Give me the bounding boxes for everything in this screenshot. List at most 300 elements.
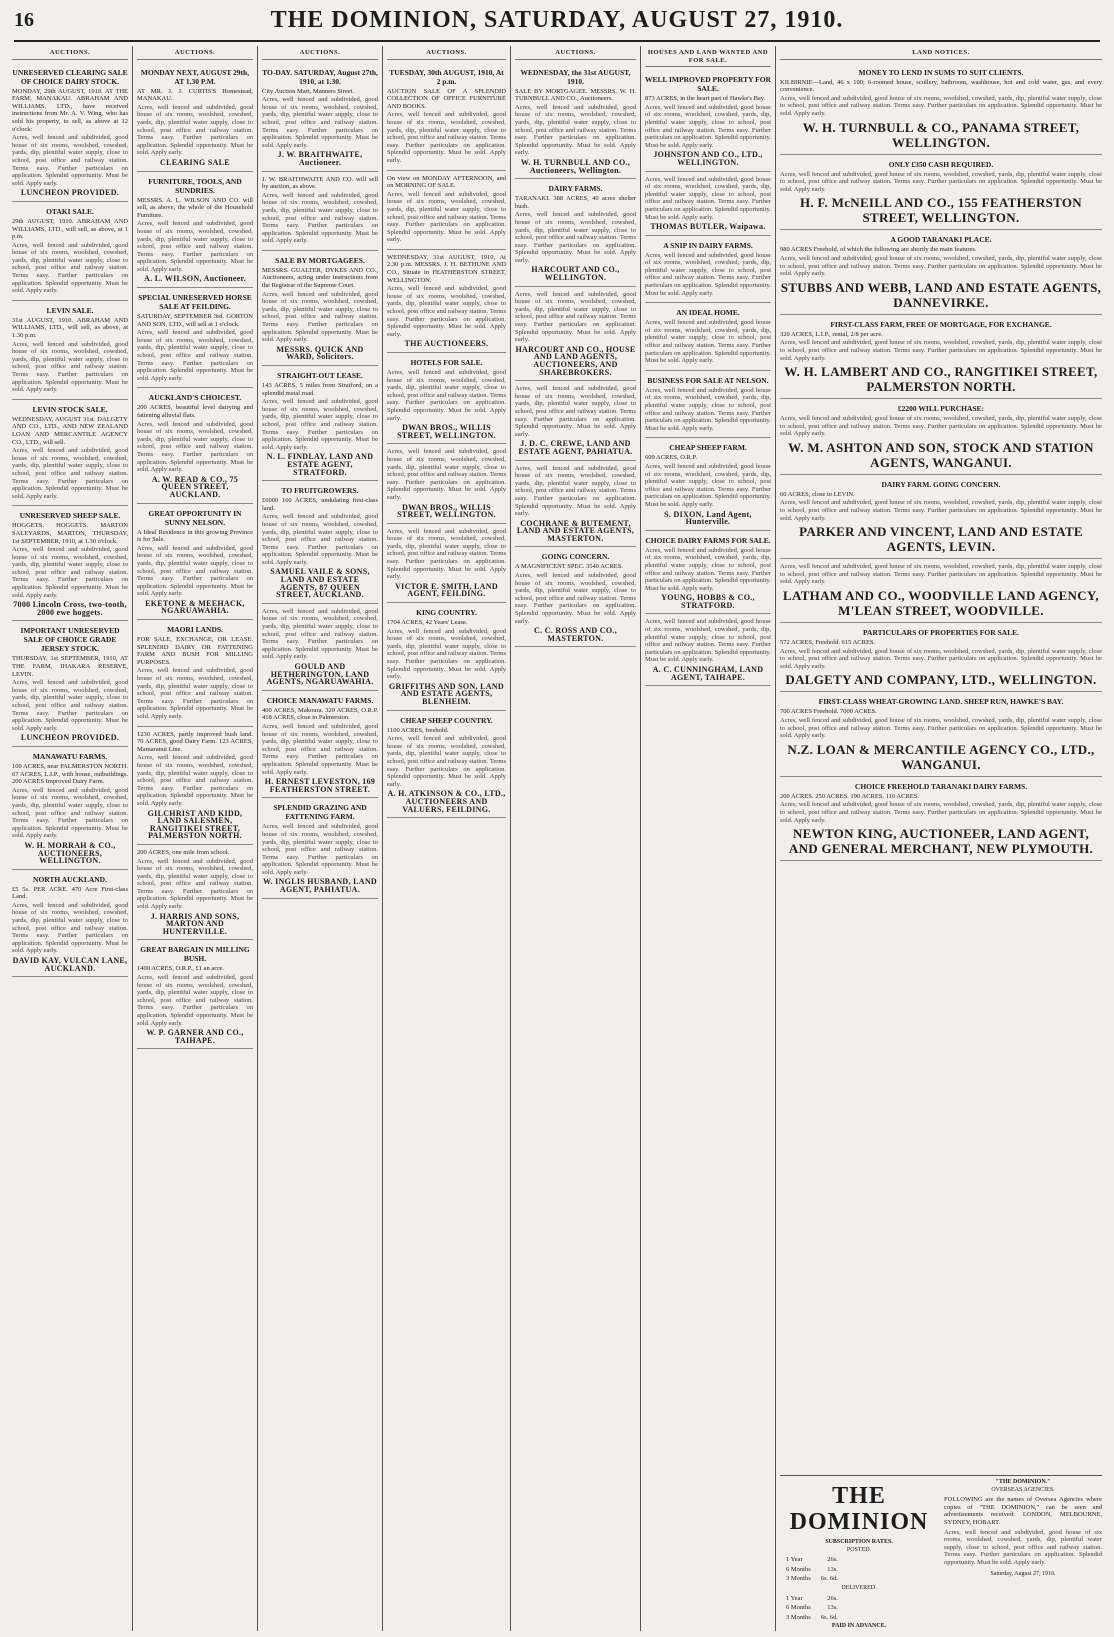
ad-title: DAIRY FARMS. bbox=[548, 184, 603, 194]
ad-body: 200 ACRES, one mile from school. bbox=[137, 848, 230, 856]
ad-body: J. W. BRAITHWAITE AND CO. will sell by auction, as above. bbox=[262, 175, 378, 191]
ad-body: 60 ACRES, close to LEVIN. bbox=[780, 490, 855, 498]
column-heading: AUCTIONS. bbox=[137, 46, 253, 60]
ad-signature: STUBBS AND WEBB, LAND AND ESTATE AGENTS, DANNEVIRKE. bbox=[780, 279, 1102, 310]
advertisement bbox=[645, 438, 771, 530]
ad-body: 1230 ACRES, partly improved bush land. 70 ACRES, good Dairy Farm. 123 ACRES, Mamaranui Line. bbox=[137, 730, 253, 753]
column-content bbox=[137, 46, 253, 1049]
advertisement bbox=[12, 506, 128, 621]
ad-title: DAIRY FARM. GOING CONCERN. bbox=[881, 479, 1001, 489]
rate-row bbox=[782, 1575, 842, 1583]
column-7 bbox=[776, 46, 1106, 1631]
ad-fine-print: Acres, well fenced and subdivided, good house of six rooms, woolshed, cowshed, yards, dip, plentiful water supply, close to school, post office and railway station. Terms easy. Further particulars on application. Splendid opportunity. Must be sold. Apply early. bbox=[645, 386, 771, 432]
rate-price: 13s. bbox=[827, 1604, 838, 1612]
advertisement bbox=[137, 940, 253, 1049]
ad-signature: NEWTON KING, AUCTIONEER, LAND AGENT, AND GENERAL MERCHANT, NEW PLYMOUTH. bbox=[788, 826, 1094, 857]
column-heading: AUCTIONS. bbox=[515, 46, 636, 60]
ad-fine-print: Acres, well fenced and subdivided, good house of six rooms, woolshed, cowshed, yards, dip, plentiful water supply, close to school, post office and railway station. Terms easy. Further particulars on application. Splendid opportunity. Must be sold. Apply early. bbox=[387, 735, 506, 788]
ad-fine-print: Acres, well fenced and subdivided, good house of six rooms, woolshed, cowshed, yards, dip, plentiful water supply, close to school, post office and railway station. Terms easy. Further particulars on application. Splendid opportunity. Must be sold. Apply early. bbox=[387, 527, 506, 581]
ad-body: £6000 160 ACRES, undulating first-class land. bbox=[262, 497, 378, 512]
ad-fine-print: Acres, well fenced and subdivided, good house of six rooms, woolshed, cowshed, yards, dip, plentiful water supply, close to school, post office and railway station. Terms easy. Further particulars on application. Splendid opportunity. Must be sold. Apply early. bbox=[645, 462, 771, 508]
ad-body: 572 ACRES, Freehold. 615 ACRES. bbox=[780, 639, 876, 647]
ad-title: AUCKLAND'S CHOICEST. bbox=[148, 393, 242, 403]
column-6 bbox=[641, 46, 776, 1631]
advertisement bbox=[387, 524, 506, 603]
rate-period: 3 Months bbox=[786, 1575, 811, 1583]
ad-signature: GILCHRIST AND KIDD, LAND SALESMEN, RANGITIKEI STREET, PALMERSTON NORTH. bbox=[147, 808, 243, 841]
rate-row bbox=[782, 1556, 842, 1564]
column-heading: AUCTIONS. bbox=[262, 46, 378, 60]
advertisement bbox=[137, 620, 253, 727]
advertisement bbox=[137, 172, 253, 289]
ad-signature: A. W. READ & CO., 75 QUEEN STREET, AUCKLAND. bbox=[151, 474, 239, 499]
ad-body: FOR SALE, EXCHANGE, OR LEASE. SPLENDID DAIRY OR FATTENING FARM AND BUSH FOR MILLING PURPOSES. bbox=[137, 636, 253, 666]
advertisement bbox=[780, 399, 1102, 475]
ad-fine-print: Acres, well fenced and subdivided, good house of six rooms, woolshed, cowshed, yards, dip, plentiful water supply, close to school, post office and railway station. Terms easy. Further particulars on application. Splendid opportunity. Must be sold. Apply early. bbox=[780, 499, 1102, 522]
ad-signature: GOULD AND HETHERINGTON, LAND AGENTS, NGARUAWAHIA. bbox=[266, 662, 374, 687]
ad-signature: GRIFFITHS AND SON, LAND AND ESTATE AGENTS, BLENHEIM. bbox=[389, 681, 504, 706]
ad-signature: H. ERNEST LEVESTON, 169 FEATHERSTON STREET. bbox=[264, 777, 376, 794]
ad-body: WEDNESDAY, 31st AUGUST, 1910, At 2.30 p.m. MESSRS. J. H. BETHUNE AND CO., Situate in FEATHERSTON STREET, WELLINGTON. bbox=[387, 253, 506, 284]
rate-row bbox=[782, 1595, 842, 1603]
ad-fine-print: Acres, well fenced and subdivided, good house of six rooms, woolshed, cowshed, yards, dip, plentiful water supply, close to school, post office and railway station. Terms easy. Further particulars on application. Splendid opportunity. Must be sold. Apply early. bbox=[515, 385, 636, 438]
advertisement bbox=[780, 475, 1102, 559]
ad-title: GOING CONCERN. bbox=[541, 552, 610, 562]
advertisement bbox=[645, 371, 771, 439]
rate-price: 26s. bbox=[827, 1556, 838, 1564]
ad-signature: W. H. TURNBULL & CO., PANAMA STREET, WELLINGTON. bbox=[802, 119, 1080, 150]
column-heading: AUCTIONS. bbox=[387, 46, 506, 60]
ad-title: NORTH AUCKLAND. bbox=[33, 874, 107, 884]
advertisement bbox=[387, 63, 506, 171]
paid-in-advance: PAID IN ADVANCE. bbox=[831, 1623, 887, 1630]
ad-body: 31st AUGUST, 1910. ABRAHAM AND WILLIAMS, LTD., will sell, as above, at 1.30 p.m. bbox=[12, 316, 128, 340]
advertisement bbox=[780, 315, 1102, 399]
advertisement bbox=[12, 301, 128, 400]
ad-body: 873 ACRES, in the heart part of Hawke's Bay. bbox=[645, 95, 766, 103]
ad-signature: C. C. ROSS AND CO., MASTERTON. bbox=[533, 626, 618, 643]
advertisement bbox=[137, 504, 253, 621]
ad-body: 100 ACRES, near PALMERSTON NORTH. 67 ACRES, L.I.P., with house, outbuildings. 200 ACRES Improved Dairy Farm. bbox=[12, 762, 128, 786]
ad-signature: J. D. C. CREWE, LAND AND ESTATE AGENT, PAHIATUA. bbox=[518, 439, 633, 456]
ad-fine-print: Acres, well fenced and subdivided, good house of six rooms, woolshed, cowshed, yards, dip, plentiful water supply, close to school, post office and railway station. Terms easy. Further particulars on application. Splendid opportunity. Must be sold. Apply early. bbox=[387, 111, 506, 164]
advertisement bbox=[515, 63, 636, 180]
column-4 bbox=[383, 46, 511, 1631]
ad-fine-print: Acres, well fenced and subdivided, good house of six rooms, woolshed, cowshed, yards, dip, plentiful water supply, close to school, post office and railway station. Terms easy. Further particulars on application. Splendid opportunity. Must be sold. Apply early. bbox=[137, 667, 253, 720]
ad-fine-print: Acres, well fenced and subdivided, good house of six rooms, woolshed, cowshed, yards, dip, plentiful water supply, close to school, post office and railway station. Terms easy. Further particulars on application. Splendid opportunity. Must be sold. Apply early. bbox=[137, 103, 253, 157]
ad-fine-print: Acres, well fenced and subdivided, good house of six rooms, woolshed, cowshed, yards, dip, plentiful water supply, close to school, post office and railway station. Terms easy. Further particulars on application. Splendid opportunity. Must be sold. Apply early. bbox=[12, 340, 128, 394]
ad-body: MONDAY, 29th AUGUST, 1910. AT THE FARM, MANAKAU. ABRAHAM AND WILLIAMS, LTD., have received instructions from Mr. A. V. Wing, who has sold his property, to sell, as above at 12 o'clock: bbox=[12, 87, 128, 133]
ad-title: STRAIGHT-OUT LEASE. bbox=[277, 371, 363, 380]
advertisement bbox=[515, 381, 636, 460]
column-1 bbox=[8, 46, 133, 1631]
advertisement bbox=[780, 692, 1102, 776]
ad-signature: THE AUCTIONEERS. bbox=[404, 339, 489, 349]
rate-price: 26s. bbox=[827, 1594, 838, 1602]
ad-fine-print: Acres, well fenced and subdivided, good house of six rooms, woolshed, cowshed, yards, dip, plentiful water supply, close to school, post office and railway station. Terms easy. Further particulars on application. Splendid opportunity. Must be sold. Apply early. bbox=[12, 134, 128, 187]
ad-signature: LUNCHEON PROVIDED. bbox=[20, 733, 120, 743]
ad-fine-print: Acres, well fenced and subdivided, good house of six rooms, woolshed, cowshed, yards, dip, plentiful water supply, close to school, post office and railway station. Terms easy. Further particulars on application. Splendid opportunity. Must be sold. Apply early. bbox=[262, 398, 378, 451]
column-heading: LAND NOTICES. bbox=[780, 46, 1102, 60]
ad-title: SPLENDID GRAZING AND FATTENING FARM. bbox=[273, 803, 367, 822]
ad-fine-print: Acres, well fenced and subdivided, good house of six rooms, woolshed, cowshed, yards, dip, plentiful water supply, close to school, post office and railway station. Terms easy. Further particulars on application. Splendid opportunity. Must be sold. Apply early. bbox=[12, 447, 128, 500]
ad-body: £5 5s. PER ACRE. 470 Acre First-class Land. bbox=[12, 885, 128, 901]
advertisement bbox=[387, 250, 506, 353]
ad-signature: N.Z. LOAN & MERCANTILE AGENCY CO., LTD., WANGANUI. bbox=[787, 741, 1095, 772]
ad-fine-print: Acres, well fenced and subdivided, good house of six rooms, woolshed, cowshed, yards, dip, plentiful water supply, close to school, post office and railway station. Terms easy. Further particulars on application. Splendid opportunity. Must be sold. Apply early. bbox=[515, 572, 636, 625]
advertisement bbox=[780, 155, 1102, 231]
ad-body: A Ideal Residence in this growing Province is for Sale. bbox=[137, 528, 253, 544]
ad-body: On view on MONDAY AFTERNOON, and on MORNING OF SALE. bbox=[387, 174, 506, 190]
advertisement bbox=[645, 70, 771, 171]
ad-fine-print: Acres, well fenced and subdivided, good house of six rooms, woolshed, cowshed, yards, dip, plentiful water supply, close to school, post office and railway station. Terms easy. Further particulars on application. Splendid opportunity. Must be sold. Apply early. bbox=[137, 329, 253, 382]
ad-fine-print: Acres, well fenced and subdivided, good house of six rooms, woolshed, cowshed, yards, dip, plentiful water supply, close to school, post office and railway station. Terms easy. Further particulars on application. Splendid opportunity. Must be sold. Apply early. bbox=[645, 175, 771, 221]
advertisement bbox=[780, 559, 1102, 623]
ad-signature: 7000 Lincoln Cross, two-tooth, 2000 ewe hoggets. bbox=[13, 600, 127, 617]
advertisement bbox=[137, 388, 253, 503]
advertisement bbox=[515, 287, 636, 382]
ad-signature: W. H. TURNBULL AND CO., Auctioneers, Wellington. bbox=[520, 157, 631, 175]
ad-title: LEVIN STOCK SALE. bbox=[32, 404, 108, 414]
ad-title: TO-DAY. SATURDAY, August 27th, 1910, at 1.30. bbox=[262, 67, 378, 86]
ad-signature: A. H. ATKINSON & CO., LTD., AUCTIONEERS AND VALUERS, FEILDING. bbox=[387, 789, 506, 814]
rate-period: 6 Months bbox=[786, 1604, 811, 1612]
ad-fine-print: Acres, well fenced and subdivided, good house of six rooms, woolshed, cowshed, yards, dip, plentiful water supply, close to school, post office and railway station. Terms easy. Further particulars on application. Splendid opportunity. Must be sold. Apply early. bbox=[387, 448, 506, 501]
column-content bbox=[645, 46, 771, 686]
ad-body: 29th AUGUST, 1910. ABRAHAM AND WILLIAMS, LTD., will sell, as above, at 1 p.m. bbox=[12, 217, 128, 241]
ad-signature: W. INGLIS HUSBAND, LAND AGENT, PAHIATUA. bbox=[263, 877, 377, 895]
ad-fine-print: Acres, well fenced and subdivided, good house of six rooms, woolshed, cowshed, yards, dip, plentiful water supply, close to school, post office and railway station. Terms easy. Further particulars on application. Splendid opportunity. Must be sold. Apply early. bbox=[137, 754, 253, 807]
advertisement bbox=[262, 366, 378, 481]
overseas-agencies bbox=[944, 1479, 1102, 1631]
advertisement bbox=[262, 798, 378, 898]
advertisement bbox=[780, 63, 1102, 155]
advertisement bbox=[12, 870, 128, 978]
column-2 bbox=[133, 46, 258, 1631]
advertisement bbox=[387, 603, 506, 711]
column-3 bbox=[258, 46, 383, 1631]
advertisement bbox=[262, 691, 378, 799]
ad-title: SALE BY MORTGAGEES. bbox=[275, 255, 365, 265]
ad-title: UNRESERVED SHEEP SALE. bbox=[19, 511, 121, 521]
advertisement bbox=[645, 531, 771, 615]
ad-fine-print: Acres, well fenced and subdivided, good house of six rooms, woolshed, cowshed, yards, dip, plentiful water supply, close to school, post office and railway station. Terms easy. Further particulars on application. Splendid opportunity. Must be sold. Apply early. bbox=[780, 563, 1102, 586]
ad-title: KING COUNTRY. bbox=[416, 608, 477, 618]
ad-signature: W. P. GARNER AND CO., TAIHAPE. bbox=[146, 1028, 244, 1045]
ad-body: THURSDAY, 1st SEPTEMBER, 1910, AT THE FARM, IHAKARA RESERVE, LEVIN. bbox=[12, 655, 128, 678]
advertisement bbox=[780, 623, 1102, 692]
ad-fine-print: Acres, well fenced and subdivided, good house of six rooms, woolshed, cowshed, yards, dip, plentiful water supply, close to school, post office and railway station. Terms easy. Further particulars on application. Splendid opportunity. Must be sold. Apply early. bbox=[262, 191, 378, 245]
ad-title: CHEAP SHEEP FARM. bbox=[669, 443, 747, 453]
rate-row bbox=[782, 1566, 842, 1574]
advertisement bbox=[12, 63, 128, 202]
advertisement bbox=[137, 288, 253, 388]
ad-body: TARANAKI. 388 ACRES, 40 acres shelter bush. bbox=[515, 195, 636, 210]
ad-signature: HARCOURT AND CO., WELLINGTON. bbox=[531, 265, 620, 283]
ad-signature: PARKER AND VINCENT, LAND AND ESTATE AGENTS, LEVIN. bbox=[799, 524, 1083, 555]
ad-body: KILBIRNIE—Land, 46 x 100; 6-roomed house, scullery, bathroom, washhouse, hot and cold water, gas, and every convenience. bbox=[780, 78, 1102, 94]
ad-title: MONEY TO LEND IN SUMS TO SUIT CLIENTS. bbox=[858, 67, 1024, 77]
ad-signature: MESSRS. QUICK AND WARD, Solicitors. bbox=[276, 344, 364, 362]
ad-fine-print: Acres, well fenced and subdivided, good house of six rooms, woolshed, cowshed, yards, dip, plentiful water supply, close to school, post office and railway station. Terms easy. Further particulars on application. Splendid opportunity. Must be sold. Apply early. bbox=[780, 801, 1102, 824]
ad-fine-print: Acres, well fenced and subdivided, good house of six rooms, woolshed, cowshed, yards, dip, plentiful water supply, close to school, post office and railway station. Terms easy. Further particulars on application. Splendid opportunity. Must be sold. Apply early. bbox=[515, 464, 636, 518]
ad-title: A GOOD TARANAKI PLACE. bbox=[890, 235, 992, 245]
rate-period: 1 Year bbox=[786, 1594, 803, 1602]
subscription-heading: SUBSCRIPTION RATES. bbox=[825, 1539, 893, 1546]
ad-body: WEDNESDAY, AUGUST 31st. DALGETY AND CO., LTD., AND NEW ZEALAND LOAN AND MERCANTILE AGENCY CO., LTD., will sell. bbox=[12, 415, 128, 446]
ad-title: GREAT OPPORTUNITY IN SUNNY NELSON. bbox=[148, 508, 242, 527]
advertisement bbox=[515, 547, 636, 647]
advertisement bbox=[262, 63, 378, 172]
ad-title: £2200 WILL PURCHASE: bbox=[897, 404, 985, 414]
ad-fine-print: Acres, well fenced and subdivided, good house of six rooms, woolshed, cowshed, yards, dip, plentiful water supply, close to school, post office and railway station. Terms easy. Further particulars on application. Splendid opportunity. Must be sold. Apply early. bbox=[262, 722, 378, 776]
ad-body: MESSRS. GUALTER, DYKES AND CO., Auctioneers, acting under instructions from the Registrar of the Supreme Court. bbox=[262, 266, 378, 290]
ad-title: MAORI LANDS. bbox=[167, 625, 223, 635]
ad-fine-print: Acres, well fenced and subdivided, good house of six rooms, woolshed, cowshed, yards, dip, plentiful water supply, close to school, post office and railway station. Terms easy. Further particulars on application. Splendid opportunity. Must be sold. Apply early. bbox=[780, 339, 1102, 362]
advertisement bbox=[780, 230, 1102, 314]
ad-fine-print: Acres, well fenced and subdivided, good house of six rooms, woolshed, cowshed, yards, dip, plentiful water supply, close to school, post office and railway station. Terms easy. Further particulars on application. Splendid opportunity. Must be sold. Apply early. bbox=[137, 544, 253, 598]
ad-signature: DWAN BROS., WILLIS STREET, WELLINGTON. bbox=[397, 423, 496, 440]
advertisement bbox=[12, 202, 128, 301]
ad-title: UNRESERVED CLEARING SALE OF CHOICE DAIRY STOCK. bbox=[12, 67, 128, 86]
advertisement bbox=[645, 236, 771, 304]
advertisement bbox=[262, 481, 378, 604]
advertisement bbox=[645, 172, 771, 236]
ad-fine-print: Acres, well fenced and subdivided, good house of six rooms, woolshed, cowshed, yards, dip, plentiful water supply, close to school, post office and railway station. Terms easy. Further particulars on application. Splendid opportunity. Must be sold. Apply early. bbox=[780, 94, 1102, 117]
ad-title: CHOICE MANAWATU FARMS. bbox=[266, 695, 374, 705]
ad-body: SATURDAY, SEPTEMBER 3rd. GORTON AND SON, LTD., will sell at 1 o'clock. bbox=[137, 313, 253, 328]
ad-fine-print: Acres, well fenced and subdivided, good house of six rooms, woolshed, cowshed, yards, dip, plentiful water supply, close to school, post office and railway station. Terms easy. Further particulars on application. Splendid opportunity. Must be sold. Apply early. bbox=[387, 190, 506, 244]
rate-period: 1 Year bbox=[786, 1556, 803, 1564]
ad-signature: LATHAM AND CO., WOODVILLE LAND AGENCY, M'LEAN STREET, WOODVILLE. bbox=[783, 588, 1099, 619]
ad-title: A SNIP IN DAIRY FARMS. bbox=[663, 240, 753, 250]
ad-body: HOGGETS. HOGGETS. MARTON SALEYARDS, MARTON, THURSDAY, 1st SEPTEMBER, 1910, at 1.30 o'clock. bbox=[12, 522, 128, 545]
rate-row bbox=[782, 1604, 842, 1612]
ad-title: WELL IMPROVED PROPERTY FOR SALE. bbox=[645, 75, 771, 94]
ad-fine-print: Acres, well fenced and subdivided, good house of six rooms, woolshed, cowshed, yards, dip, plentiful water supply, close to school, post office and railway station. Terms easy. Further particulars on application. Splendid opportunity. Must be sold. Apply early. bbox=[137, 857, 253, 911]
ad-title: WEDNESDAY, the 31st AUGUST, 1910. bbox=[520, 67, 631, 86]
ad-title: OTAKI SALE. bbox=[46, 206, 94, 216]
overseas-body: FOLLOWING are the names of Oversea Agencies where copies of "THE DOMINION," can be seen and advertisements received: LONDON, MELBOURNE, SYDNEY, HOBART. bbox=[944, 1496, 1102, 1527]
ad-title: AN IDEAL HOME. bbox=[676, 308, 740, 318]
ad-fine-print: Acres, well fenced and subdivided, good house of six rooms, woolshed, cowshed, yards, dip, plentiful water supply, close to school, post office and railway station. Terms easy. Further particulars on application. Splendid opportunity. Must be sold. Apply early. bbox=[645, 319, 771, 365]
ad-fine-print: Acres, well fenced and subdivided, good house of six rooms, woolshed, cowshed, yards, dip, plentiful water supply, close to school, post office and railway station. Terms easy. Further particulars on application. Splendid opportunity. Must be sold. Apply early. bbox=[262, 290, 378, 344]
ad-signature: SAMUEL VAILE & SONS, LAND AND ESTATE AGENTS, 87 QUEEN STREET, AUCKLAND. bbox=[270, 567, 370, 600]
ad-title: HOTELS FOR SALE. bbox=[410, 358, 483, 367]
advertisement bbox=[137, 727, 253, 845]
page-number: 16 bbox=[14, 8, 34, 31]
ad-title: GREAT BARGAIN IN MILLING BUSH. bbox=[140, 945, 250, 964]
ad-fine-print: Acres, well fenced and subdivided, good house of six rooms, woolshed, cowshed, yards, dip, plentiful water supply, close to school, post office and railway station. Terms easy. Further particulars on application. Splendid opportunity. Must be sold. Apply early. bbox=[12, 786, 128, 840]
imprint-date: Saturday, August 27, 1910. bbox=[990, 1570, 1056, 1577]
ad-fine-print: Acres, well fenced and subdivided, good house of six rooms, woolshed, cowshed, yards, dip, plentiful water supply, close to school, post office and railway station. Terms easy. Further particulars on application. Splendid opportunity. Must be sold. Apply early. bbox=[12, 546, 128, 599]
delivered-rates bbox=[780, 1593, 844, 1624]
ad-signature: CLEARING SALE bbox=[160, 157, 230, 167]
ad-title: TO FRUITGROWERS. bbox=[281, 486, 359, 496]
column-content bbox=[515, 46, 636, 647]
advertisement bbox=[387, 353, 506, 444]
ad-fine-print: Acres, well fenced and subdivided, good house of six rooms, woolshed, cowshed, yards, dip, plentiful water supply, close to school, post office and railway station. Terms easy. Further particulars on application. Splendid opportunity. Must be sold. Apply early. bbox=[515, 211, 636, 264]
ad-title: FIRST-CLASS WHEAT-GROWING LAND. SHEEP RUN, HAWKE'S BAY. bbox=[818, 697, 1064, 707]
posted-rates bbox=[780, 1554, 844, 1585]
ad-title: CHOICE FREEHOLD TARANAKI DAIRY FARMS. bbox=[854, 781, 1028, 791]
ad-title: SPECIAL UNRESERVED HORSE SALE AT FEILDING. bbox=[138, 293, 252, 312]
ad-body: 1400 ACRES, O.R.P., £1 an acre. bbox=[137, 965, 224, 973]
ad-body: MESSRS. A. L. WILSON AND CO. will sell, as above, the whole of the Household Furniture. bbox=[137, 196, 253, 219]
overseas-subheading: OVERSEAS AGENCIES. bbox=[991, 1486, 1055, 1493]
ad-fine-print: Acres, well fenced and subdivided, good house of six rooms, woolshed, cowshed, yards, dip, plentiful water supply, close to school, post office and railway station. Terms easy. Further particulars on application. Splendid opportunity. Must be sold. Apply early. bbox=[645, 103, 771, 149]
bottom-notices bbox=[780, 1475, 1102, 1631]
ad-signature: YOUNG, HOBBS & CO., STRATFORD. bbox=[661, 593, 755, 610]
column-content bbox=[262, 46, 378, 899]
ad-fine-print: Acres, well fenced and subdivided, good house of six rooms, woolshed, cowshed, yards, dip, plentiful water supply, close to school, post office and railway station. Terms easy. Further particulars on application. Splendid opportunity. Must be sold. Apply early. bbox=[387, 627, 506, 681]
ad-body: SALE BY MORTGAGEE. MESSRS. W. H. TURNBULL AND CO., Auctioneers. bbox=[515, 87, 636, 103]
dominion-logo: THE DOMINION bbox=[789, 1483, 929, 1536]
ad-body: AT MR. J. J. CURTIS'S Homestead, MANAKAU. bbox=[137, 87, 253, 103]
advertisement bbox=[262, 604, 378, 691]
ad-fine-print: Acres, well fenced and subdivided, good house of six rooms, woolshed, cowshed, yards, dip, plentiful water supply, close to school, post office and railway station. Terms easy. Further particulars on application. Splendid opportunity. Must be sold. Apply early. bbox=[780, 647, 1102, 670]
ad-body: A MAGNIFICENT SPEC. 3540 ACRES. bbox=[515, 563, 623, 571]
advertisement bbox=[12, 747, 128, 870]
overseas-filler: Acres, well fenced and subdivided, good house of six rooms, woolshed, cowshed, yards, dip, plentiful water supply, close to school, post office and railway station. Terms easy. Further particulars on application. Splendid opportunity. Must be sold. Apply early. bbox=[944, 1528, 1102, 1566]
column-5 bbox=[511, 46, 641, 1631]
ad-signature: W. H. MORRAH & CO., AUCTIONEERS, WELLINGTON. bbox=[24, 840, 116, 866]
ad-signature: COCHRANE & BUTEMENT, LAND AND ESTATE AGENTS, MASTERTON. bbox=[516, 518, 635, 543]
rate-price: 6s. 6d. bbox=[820, 1613, 838, 1621]
ad-body: 400 ACRES, Makoura. 320 ACRES, O.R.P. 418 ACRES, close to Palmerston. bbox=[262, 706, 378, 722]
ad-signature: JOHNSTON AND CO., LTD., WELLINGTON. bbox=[653, 150, 763, 167]
ad-signature: A. L. WILSON, Auctioneer. bbox=[144, 274, 246, 284]
column-heading: AUCTIONS. bbox=[12, 46, 128, 60]
ad-title: BUSINESS FOR SALE AT NELSON. bbox=[647, 375, 769, 385]
ad-fine-print: Acres, well fenced and subdivided, good house of six rooms, woolshed, cowshed, yards, dip, plentiful water supply, close to school, post office and railway station. Terms easy. Further particulars on application. Splendid opportunity. Must be sold. Apply early. bbox=[387, 369, 506, 422]
advertisement bbox=[780, 777, 1102, 861]
ad-signature: H. F. McNEILL AND CO., 155 FEATHERSTON STREET, WELLINGTON. bbox=[799, 195, 1083, 226]
ad-fine-print: Acres, well fenced and subdivided, good house of six rooms, woolshed, cowshed, yards, dip, plentiful water supply, close to school, post office and railway station. Terms easy. Further particulars on application. Splendid opportunity. Must be sold. Apply early. bbox=[262, 513, 378, 566]
advertisement bbox=[137, 63, 253, 172]
ad-title: FURNITURE, TOOLS, AND SUNDRIES. bbox=[148, 176, 242, 195]
ad-signature: N. L. FINDLAY, LAND AND ESTATE AGENT, STRATFORD. bbox=[266, 452, 374, 477]
advertisement bbox=[12, 621, 128, 747]
advertisement bbox=[137, 845, 253, 941]
ad-signature: EKETONE & MEEHACK, NGARUAWAHIA. bbox=[145, 598, 245, 616]
ad-fine-print: Acres, well fenced and subdivided, good house of six rooms, woolshed, cowshed, yards, dip, plentiful water supply, close to school, post office and railway station. Terms easy. Further particulars on application. Splendid opportunity. Must be sold. Apply early. bbox=[645, 546, 771, 592]
ad-fine-print: Acres, well fenced and subdivided, good house of six rooms, woolshed, cowshed, yards, dip, plentiful water supply, close to school, post office and railway station. Terms easy. Further particulars on application. Splendid opportunity. Must be sold. Apply early. bbox=[645, 251, 771, 297]
rate-price: 6s. 6d. bbox=[820, 1575, 838, 1583]
columns-container bbox=[8, 46, 1106, 1631]
advertisement bbox=[262, 251, 378, 366]
ad-title: CHOICE DAIRY FARMS FOR SALE. bbox=[645, 535, 771, 545]
ad-body: AUCTION SALE OF A SPLENDID COLLECTION OF OFFICE FURNITURE AND BOOKS. bbox=[387, 87, 506, 110]
ad-title: LEVIN SALE. bbox=[46, 305, 94, 315]
rate-price: 13s. bbox=[827, 1565, 838, 1573]
ad-body: 1100 ACRES, freehold. bbox=[387, 726, 449, 734]
newspaper-title: THE DOMINION, SATURDAY, AUGUST 27, 1910. bbox=[270, 6, 844, 33]
ad-title: MANAWATU FARMS. bbox=[32, 751, 108, 761]
ad-title: FIRST-CLASS FARM, FREE OF MORTGAGE, FOR EXCHANGE. bbox=[830, 319, 1052, 329]
ad-body: 609 ACRES, O.R.P. bbox=[645, 454, 698, 462]
ad-body: 320 ACRES, L.I.P., rental, 2/8 per acre. bbox=[780, 330, 883, 338]
ad-fine-print: Acres, well fenced and subdivided, good house of six rooms, woolshed, cowshed, yards, dip, plentiful water supply, close to school, post office and railway station. Terms easy. Further particulars on application. Splendid opportunity. Must be sold. Apply early. bbox=[12, 901, 128, 955]
advertisement bbox=[387, 711, 506, 819]
column-content bbox=[780, 46, 1102, 861]
delivered-label: DELIVERED. bbox=[841, 1585, 877, 1592]
ad-title: PARTICULARS OF PROPERTIES FOR SALE. bbox=[863, 628, 1019, 638]
ad-fine-print: Acres, well fenced and subdivided, good house of six rooms, woolshed, cowshed, yards, dip, plentiful water supply, close to school, post office and railway station. Terms easy. Further particulars on application. Splendid opportunity. Must be sold. Apply early. bbox=[780, 717, 1102, 740]
ad-signature: DALGETY AND COMPANY, LTD., WELLINGTON. bbox=[785, 672, 1097, 688]
advertisement bbox=[645, 614, 771, 686]
ad-fine-print: Acres, well fenced and subdivided, good house of six rooms, woolshed, cowshed, yards, dip, plentiful water supply, close to school, post office and railway station. Terms easy. Further particulars on application. Splendid opportunity. Must be sold. Apply early. bbox=[515, 290, 636, 344]
ad-body: 700 ACRES Freehold. 7000 ACRES. bbox=[780, 708, 877, 716]
ad-fine-print: Acres, well fenced and subdivided, good house of six rooms, woolshed, cowshed, yards, dip, plentiful water supply, close to school, post office and railway station. Terms easy. Further particulars on application. Splendid opportunity. Must be sold. Apply early. bbox=[137, 220, 253, 273]
ad-body: 200 ACRES. 250 ACRES. 190 ACRES. 110 ACRES. bbox=[780, 792, 920, 800]
advertisement bbox=[12, 400, 128, 507]
ad-title: CHEAP SHEEP COUNTRY. bbox=[400, 715, 493, 725]
ad-fine-print: Acres, well fenced and subdivided, good house of six rooms, woolshed, cowshed, yards, dip, plentiful water supply, close to school, post office and railway station. Terms easy. Further particulars on application. Splendid opportunity. Must be sold. Apply early. bbox=[387, 285, 506, 338]
ad-signature: HARCOURT AND CO., HOUSE AND LAND AGENTS, AUCTIONEERS, AND SHAREBROKERS. bbox=[515, 344, 636, 377]
ad-fine-print: Acres, well fenced and subdivided, good house of six rooms, woolshed, cowshed, yards, dip, plentiful water supply, close to school, post office and railway station. Terms easy. Further particulars on application. Splendid opportunity. Must be sold. Apply early. bbox=[12, 679, 128, 732]
rate-period: 6 Months bbox=[786, 1565, 811, 1573]
ad-fine-print: Acres, well fenced and subdivided, good house of six rooms, woolshed, cowshed, yards, dip, plentiful water supply, close to school, post office and railway station. Terms easy. Further particulars on application. Splendid opportunity. Must be sold. Apply early. bbox=[262, 823, 378, 876]
ad-body: 1704 ACRES, 42 Years' Lease. bbox=[387, 619, 468, 627]
ad-fine-print: Acres, well fenced and subdivided, good house of six rooms, woolshed, cowshed, yards, dip, plentiful water supply, close to school, post office and railway station. Terms easy. Further particulars on application. Splendid opportunity. Must be sold. Apply early. bbox=[645, 618, 771, 664]
ad-title: IMPORTANT UNRESERVED SALE OF CHOICE GRADE JERSEY STOCK. bbox=[20, 626, 120, 654]
ad-signature: DWAN BROS., WILLIS STREET, WELLINGTON. bbox=[397, 502, 496, 520]
masthead bbox=[14, 0, 1100, 42]
rate-row bbox=[782, 1614, 842, 1622]
advertisement bbox=[262, 172, 378, 251]
ad-signature: VICTOR E. SMITH, LAND AGENT, FEILDING. bbox=[395, 581, 498, 599]
ad-body: 200 ACRES, beautiful level dairying and fattening alluvial flats. bbox=[137, 404, 253, 419]
ad-signature: S. DIXON, Land Agent, Hunterville. bbox=[664, 509, 752, 527]
ad-fine-print: Acres, well fenced and subdivided, good house of six rooms, woolshed, cowshed, yards, dip, plentiful water supply, close to school, post office and railway station. Terms easy. Further particulars on application. Splendid opportunity. Must be sold. Apply early. bbox=[262, 607, 378, 661]
column-content bbox=[12, 46, 128, 977]
ad-signature: W. M. ASHTON AND SON, STOCK AND STATION AGENTS, WANGANUI. bbox=[788, 439, 1094, 470]
ad-fine-print: Acres, well fenced and subdivided, good house of six rooms, woolshed, cowshed, yards, dip, plentiful water supply, close to school, post office and railway station. Terms easy. Further particulars on application. Splendid opportunity. Must be sold. Apply early. bbox=[780, 415, 1102, 438]
advertisement bbox=[387, 444, 506, 523]
ad-signature: LUNCHEON PROVIDED. bbox=[20, 188, 120, 198]
ad-title: TUESDAY, 30th AUGUST, 1910, At 2 p.m. bbox=[389, 67, 504, 86]
ad-signature: J. W. BRAITHWAITE, Auctioneer. bbox=[277, 150, 363, 167]
rate-period: 3 Months bbox=[786, 1613, 811, 1621]
ad-fine-print: Acres, well fenced and subdivided, good house of six rooms, woolshed, cowshed, yards, dip, plentiful water supply, close to school, post office and railway station. Terms easy. Further particulars on application. Splendid opportunity. Must be sold. Apply early. bbox=[780, 170, 1102, 193]
advertisement bbox=[515, 461, 636, 548]
advertisement bbox=[645, 303, 771, 371]
subscription-box bbox=[780, 1479, 938, 1631]
posted-label: POSTED. bbox=[846, 1546, 872, 1553]
ad-signature: W. H. LAMBERT AND CO., RANGITIKEI STREET, PALMERSTON NORTH. bbox=[784, 364, 1098, 395]
column-content bbox=[387, 46, 506, 818]
ad-signature: THOMAS BUTLER, Waipawa. bbox=[650, 222, 766, 232]
ad-title: MONDAY NEXT, AUGUST 29th, AT 1.30 P.M. bbox=[140, 67, 250, 86]
ad-fine-print: Acres, well fenced and subdivided, good house of six rooms, woolshed, cowshed, yards, dip, plentiful water supply, close to school, post office and railway station. Terms easy. Further particulars on application. Splendid opportunity. Must be sold. Apply early. bbox=[262, 96, 378, 149]
ad-signature: DAVID KAY, VULCAN LANE, AUCKLAND. bbox=[12, 956, 128, 973]
advertisement bbox=[387, 171, 506, 250]
ad-fine-print: Acres, well fenced and subdivided, good house of six rooms, woolshed, cowshed, yards, dip, plentiful water supply, close to school, post office and railway station. Terms easy. Further particulars on application. Splendid opportunity. Must be sold. Apply early. bbox=[12, 241, 128, 295]
ad-signature: A. C. CUNNINGHAM, LAND AGENT, TAIHAPE. bbox=[652, 665, 764, 682]
ad-fine-print: Acres, well fenced and subdivided, good house of six rooms, woolshed, cowshed, yards, dip, plentiful water supply, close to school, post office and railway station. Terms easy. Further particulars on application. Splendid opportunity. Must be sold. Apply early. bbox=[780, 254, 1102, 278]
ad-fine-print: Acres, well fenced and subdivided, good house of six rooms, woolshed, cowshed, yards, dip, plentiful water supply, close to school, post office and railway station. Terms easy. Further particulars on application. Splendid opportunity. Must be sold. Apply early. bbox=[137, 420, 253, 474]
overseas-heading: "THE DOMINION." bbox=[995, 1479, 1051, 1486]
ad-signature: J. HARRIS AND SONS, MARTON AND HUNTERVILLE. bbox=[150, 911, 240, 936]
ad-title: ONLY £350 CASH REQUIRED. bbox=[888, 159, 994, 169]
ad-body: 980 ACRES Freehold, of which the following are shortly the main features. bbox=[780, 246, 977, 254]
ad-fine-print: Acres, well fenced and subdivided, good house of six rooms, woolshed, cowshed, yards, dip, plentiful water supply, close to school, post office and railway station. Terms easy. Further particulars on application. Splendid opportunity. Must be sold. Apply early. bbox=[515, 103, 636, 157]
advertisement bbox=[515, 179, 636, 287]
ad-body: 143 ACRES, 5 miles from Stratford, on a splendid metal road. bbox=[262, 382, 378, 397]
column-heading: HOUSES AND LAND WANTED AND FOR SALE. bbox=[645, 46, 771, 67]
ad-fine-print: Acres, well fenced and subdivided, good house of six rooms, woolshed, cowshed, yards, dip, plentiful water supply, close to school, post office and railway station. Terms easy. Further particulars on application. Splendid opportunity. Must be sold. Apply early. bbox=[137, 974, 253, 1027]
